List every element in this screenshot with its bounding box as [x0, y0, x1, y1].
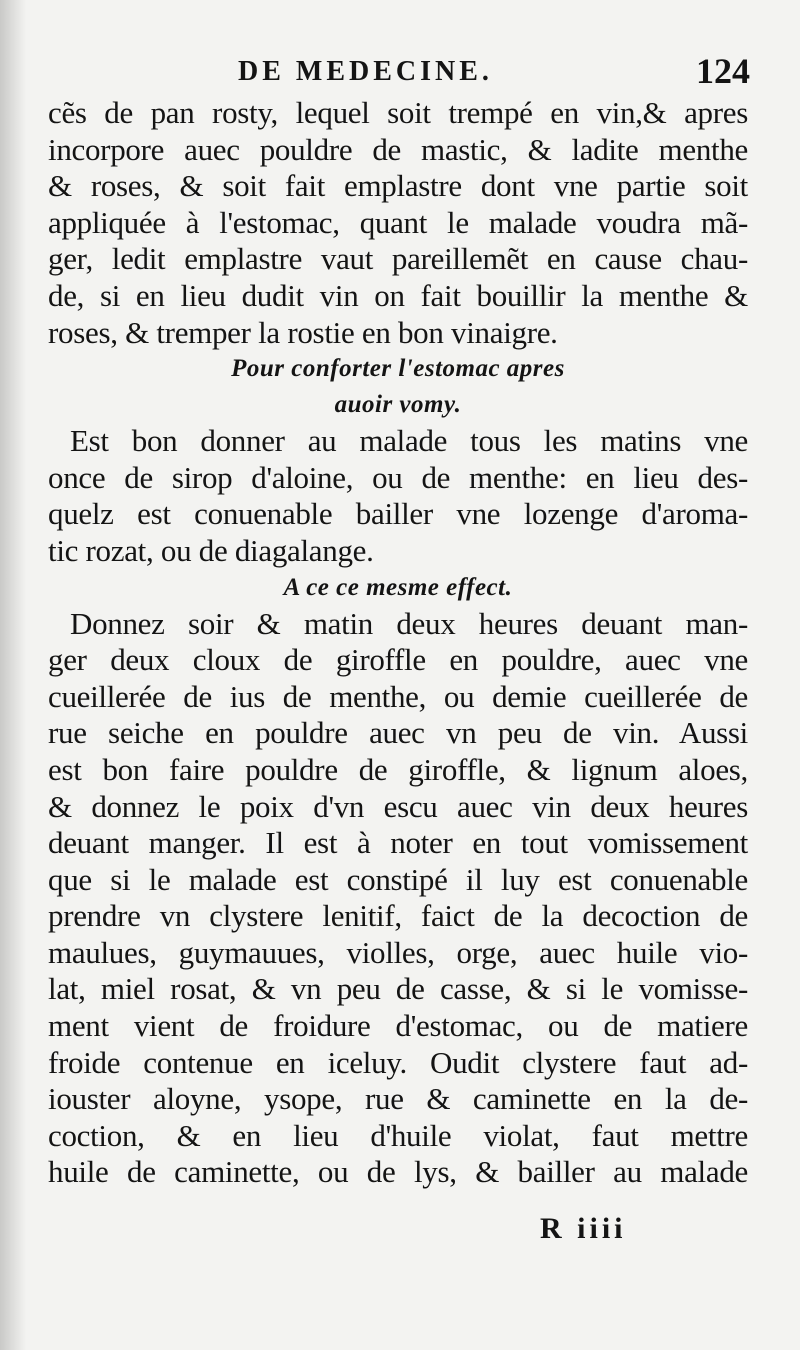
text-line: lat, miel rosat, & vn peu de casse, & si le vomisse-: [48, 971, 748, 1007]
text-line: est bon faire pouldre de giroffle, & lignum aloes,: [48, 751, 748, 787]
text-line: ger deux cloux de giroffle en pouldre, auec vne: [48, 642, 748, 678]
text-line: Donnez soir & matin deux heures deuant man-: [70, 605, 748, 641]
text-line: cẽs de pan rosty, lequel soit trempé en vin,& apres: [48, 95, 748, 130]
text-line: deuant manger. Il est à noter en tout vomissement: [48, 825, 748, 861]
text-line: appliquée à l'estomac, quant le malade voudra mã-: [48, 204, 748, 240]
body-text: [48, 95, 748, 1191]
paragraph-1: [48, 95, 748, 351]
text-line: & donnez le poix d'vn escu auec vin deux heures: [48, 788, 748, 824]
page-number: 124: [696, 51, 750, 91]
section-heading-line-2: auoir vomy.: [334, 391, 462, 419]
text-line: iouster aloyne, ysope, rue & caminette en la de-: [48, 1081, 748, 1117]
text-line: rue seiche en pouldre auec vn peu de vin. Aussi: [48, 715, 748, 751]
running-head: DE MEDECINE.: [238, 56, 493, 87]
paragraph-2: [48, 423, 748, 569]
text-line: & roses, & soit fait emplastre dont vne partie soit: [48, 168, 748, 204]
text-line: incorpore auec pouldre de mastic, & ladite menthe: [48, 131, 748, 167]
text-line: cueillerée de ius de menthe, ou demie cueillerée de: [48, 678, 748, 714]
text-line: huile de caminette, ou de lys, & bailler au malade: [48, 1154, 748, 1190]
text-line: coction, & en lieu d'huile violat, faut mettre: [48, 1117, 748, 1153]
text-line: froide contenue en iceluy. Oudit clystere faut ad-: [48, 1044, 748, 1080]
section-heading-2: A ce ce mesme effect.: [283, 573, 513, 601]
page-header: [60, 50, 750, 94]
text-line: ger, ledit emplastre vaut pareillemẽt en cause chau-: [48, 241, 748, 277]
text-line: prendre vn clystere lenitif, faict de la decoction de: [48, 898, 748, 934]
text-line: once de sirop d'aloine, ou de menthe: en lieu des-: [48, 459, 748, 495]
text-line: que si le malade est constipé il luy est conuenable: [48, 861, 748, 897]
text-line: ment vient de froidure d'estomac, ou de matiere: [48, 1008, 748, 1044]
text-line: de, si en lieu dudit vin on fait bouillir la menthe &: [48, 277, 748, 313]
paragraph-3: [48, 606, 748, 1192]
text-line: quelz est conuenable bailler vne lozenge d'aroma-: [48, 496, 748, 532]
text-line: Est bon donner au malade tous les matins vne: [70, 423, 748, 459]
text-line: maulues, guymauues, violles, orge, auec huile vio-: [48, 934, 748, 970]
section-heading-line-1: Pour conforter l'estomac apres: [231, 355, 565, 383]
text-line: tic rozat, ou de diagalange.: [48, 532, 374, 568]
page-edge-shadow: [0, 0, 26, 1350]
signature-mark: R iiii: [540, 1212, 627, 1245]
text-line: roses, & tremper la rostie en bon vinaigre.: [48, 314, 558, 350]
